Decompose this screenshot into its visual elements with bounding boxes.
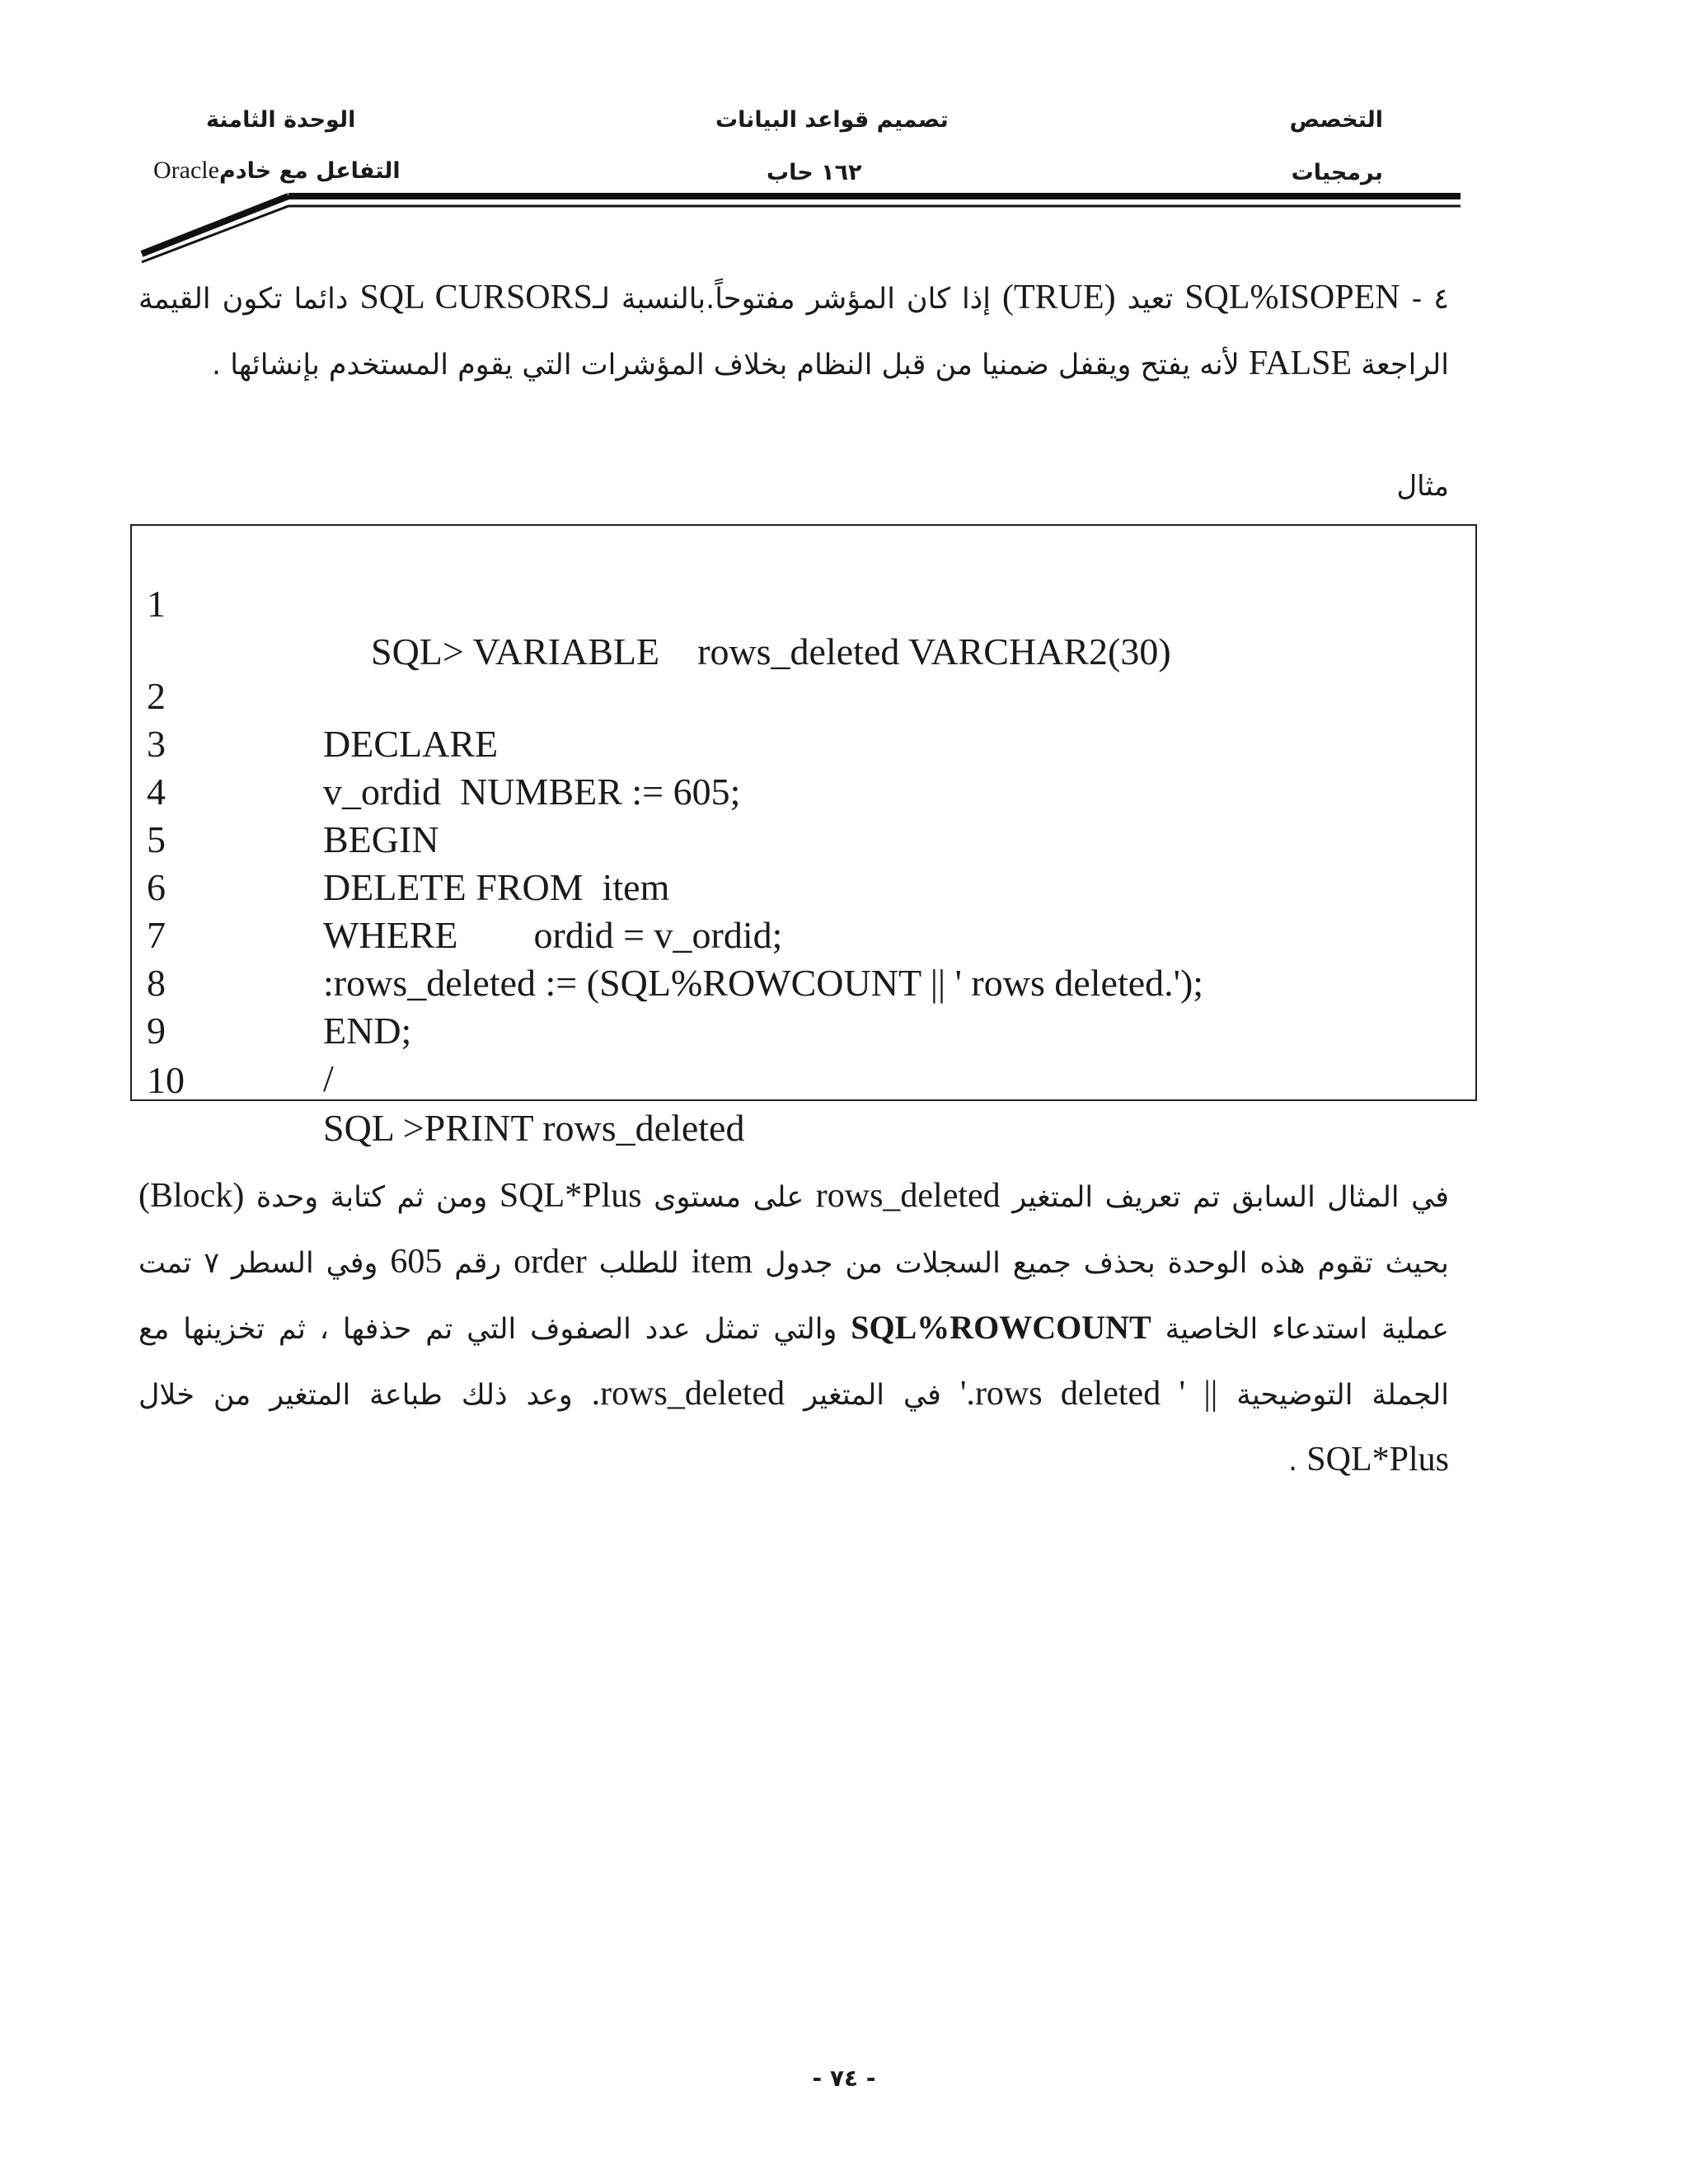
explanation-code-bold: SQL%ROWCOUNT <box>851 1309 1151 1346</box>
header-specialty-label: التخصص <box>1289 107 1383 133</box>
intro-text-3: دائما تكون القيمة الراجعة <box>138 283 1449 382</box>
header-specialty-value: برمجيات <box>1291 160 1383 185</box>
intro-text-2: إذا كان المؤشر مفتوحاً.بالنسبة لـ <box>593 283 991 316</box>
code-line <box>132 532 1475 673</box>
explanation-code: rows_deleted. <box>591 1375 785 1413</box>
explanation-code: SQL*Plus <box>1306 1441 1449 1479</box>
header-course-code: ١٦٢ حاب <box>767 160 862 185</box>
code-line-number: 9 <box>147 1010 166 1052</box>
intro-code-false: FALSE <box>1248 344 1353 382</box>
example-label: مثال <box>1396 470 1449 503</box>
intro-code-isopen: SQL%ISOPEN <box>1184 279 1400 316</box>
code-line-number: 6 <box>147 866 166 908</box>
code-line-text: DECLARE <box>323 723 499 765</box>
intro-text-1: تعيد <box>1127 283 1174 316</box>
intro-item-number: ٤ - <box>1411 283 1449 316</box>
intro-code-true: (TRUE) <box>1001 279 1116 316</box>
explanation-code: || ' rows deleted.' <box>959 1375 1218 1413</box>
code-line-text: v_ordid NUMBER := 605; <box>323 771 741 813</box>
explanation-code: (Block) <box>138 1177 245 1215</box>
explanation-text: والتي تمثل عدد الصفوف التي تم حذفها ، ثم تخزينها مع الجملة التوضيحية <box>138 1313 1449 1412</box>
code-line-number: 3 <box>147 723 166 765</box>
intro-code-sql-cursors: SQL CURSORS <box>359 279 593 316</box>
code-line-number: 4 <box>147 771 166 813</box>
header-rule <box>0 0 1688 272</box>
code-line-text: BEGIN <box>323 818 439 860</box>
code-line-text: END; <box>323 1010 412 1052</box>
intro-text-4: لأنه يفتح ويقفل ضمنيا من قبل النظام بخلاف المؤشرات التي يقوم المستخدم بإنشائها . <box>211 349 1240 382</box>
code-example-box <box>130 524 1477 1149</box>
explanation-text: على مستوى <box>654 1181 804 1214</box>
header-unit-title-latin: Oracle <box>153 157 219 184</box>
explanation-code: SQL*Plus <box>499 1177 642 1215</box>
explanation-text: . <box>1288 1445 1298 1478</box>
explanation-code: 605 <box>390 1243 443 1281</box>
explanation-text: للطلب <box>598 1247 679 1280</box>
explanation-paragraph <box>138 1164 1449 1493</box>
explanation-code: rows_deleted <box>815 1177 1001 1215</box>
explanation-text: رقم <box>454 1247 502 1280</box>
code-line-text: :rows_deleted := (SQL%ROWCOUNT || ' rows deleted.'); <box>323 962 1204 1004</box>
explanation-code: item <box>691 1243 753 1281</box>
code-line-text: DELETE FROM item <box>323 866 670 908</box>
code-line-number: 2 <box>147 675 166 717</box>
header-unit-title-ar: التفاعل مع خادم <box>218 158 401 184</box>
code-line-number: 5 <box>147 818 166 860</box>
header-unit-label: الوحدة الثامنة <box>206 107 356 133</box>
code-line-text: WHERE ordid = v_ordid; <box>323 914 783 956</box>
code-line <box>132 625 1475 765</box>
code-line <box>132 1009 1475 1149</box>
header-course-title: تصميم قواعد البيانات <box>715 107 949 133</box>
explanation-text: وعد ذلك طباعة المتغير من خلال <box>138 1379 573 1412</box>
explanation-text: ومن ثم كتابة وحدة <box>256 1181 488 1214</box>
code-line-number: 8 <box>147 962 166 1004</box>
explanation-text: في المثال السابق تم تعريف المتغير <box>1012 1181 1449 1214</box>
explanation-text: في المتغير <box>804 1379 941 1412</box>
explanation-text: وفي السطر ٧ تمت عملية استدعاء الخاصية <box>138 1247 1449 1346</box>
code-line-number: 7 <box>147 914 166 956</box>
code-line-text: / <box>323 1057 334 1099</box>
explanation-code: order <box>513 1243 587 1281</box>
page-number: - ٧٤ - <box>812 2064 876 2092</box>
code-line-text: SQL >PRINT rows_deleted <box>323 1107 745 1149</box>
code-line-number: 10 <box>147 1059 185 1101</box>
intro-paragraph <box>138 265 1449 397</box>
code-line-text: SQL> VARIABLE rows_deleted VARCHAR2(30) <box>371 630 1171 673</box>
explanation-text: بحيث تقوم هذه الوحدة بحذف جميع السجلات من جدول <box>765 1247 1449 1280</box>
code-line-number: 1 <box>147 583 166 625</box>
